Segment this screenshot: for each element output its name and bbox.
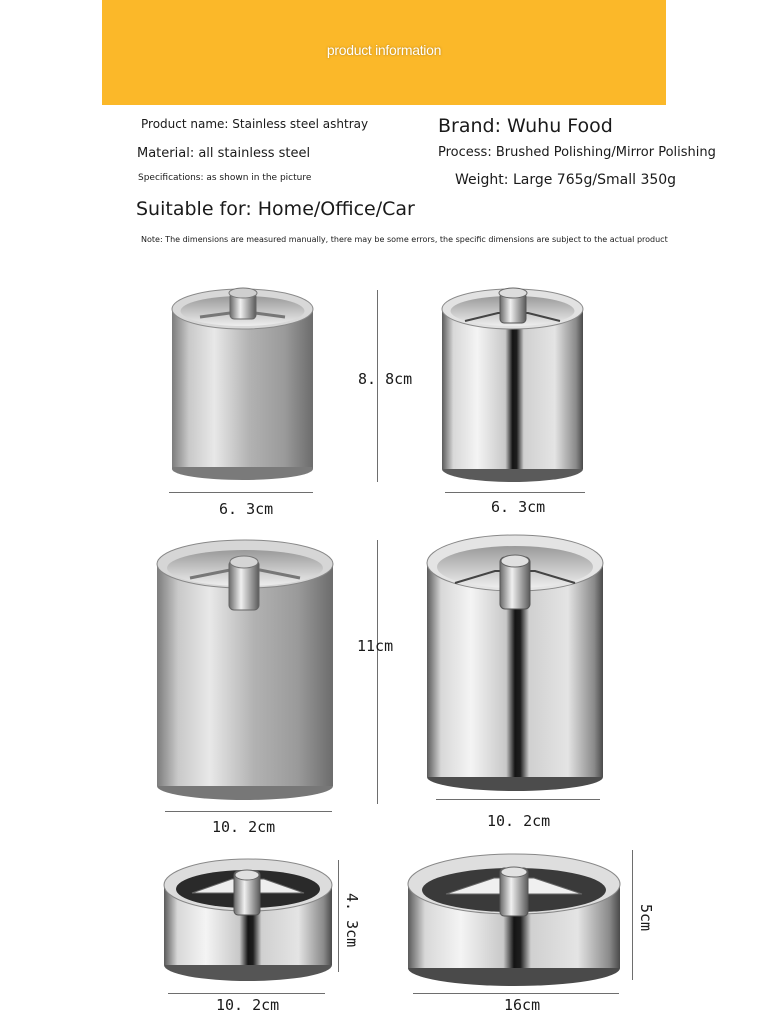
header-banner <box>102 0 666 105</box>
small-brushed-width-label: 6. 3cm <box>219 500 274 518</box>
large-mirror-ashtray-image <box>425 533 605 791</box>
low-mirror-height-line <box>632 850 633 980</box>
low-brushed-height-line <box>338 860 339 972</box>
low-brushed-width-label: 10. 2cm <box>216 996 280 1014</box>
low-mirror-ashtray-image <box>406 850 622 988</box>
brand-text: Brand: Wuhu Food <box>438 115 613 137</box>
note-text: Note: The dimensions are measured manually, there may be some errors, the specific dimensions are subject to the actual product <box>141 235 668 244</box>
low-mirror-width-line <box>413 993 619 994</box>
specifications-text: Specifications: as shown in the picture <box>138 173 312 183</box>
low-brushed-height-label: 4. 3cm <box>343 893 361 948</box>
large-mirror-width-line <box>436 799 600 800</box>
small-height-label: 8. 8cm <box>358 370 413 388</box>
process-text: Process: Brushed Polishing/Mirror Polishing <box>438 145 716 160</box>
weight-text: Weight: Large 765g/Small 350g <box>455 172 677 188</box>
large-brushed-width-line <box>165 811 332 812</box>
large-height-label: 11cm <box>357 637 394 655</box>
product-name-text: Product name: Stainless steel ashtray <box>141 117 369 131</box>
material-text: Material: all stainless steel <box>137 146 311 161</box>
low-brushed-ashtray-image <box>162 857 334 983</box>
large-mirror-width-label: 10. 2cm <box>487 812 551 830</box>
large-height-line <box>377 540 378 804</box>
low-mirror-height-label: 5cm <box>637 904 655 932</box>
suitable-for-text: Suitable for: Home/Office/Car <box>136 198 415 220</box>
large-brushed-width-label: 10. 2cm <box>212 818 276 836</box>
small-brushed-width-line <box>169 492 313 493</box>
small-mirror-ashtray-image <box>440 287 585 484</box>
low-mirror-width-label: 16cm <box>504 996 541 1014</box>
large-brushed-ashtray-image <box>155 538 335 802</box>
small-mirror-width-label: 6. 3cm <box>491 498 546 516</box>
banner-title: product information <box>326 41 442 58</box>
small-brushed-ashtray-image <box>170 287 315 482</box>
low-brushed-width-line <box>168 993 325 994</box>
small-mirror-width-line <box>445 492 585 493</box>
